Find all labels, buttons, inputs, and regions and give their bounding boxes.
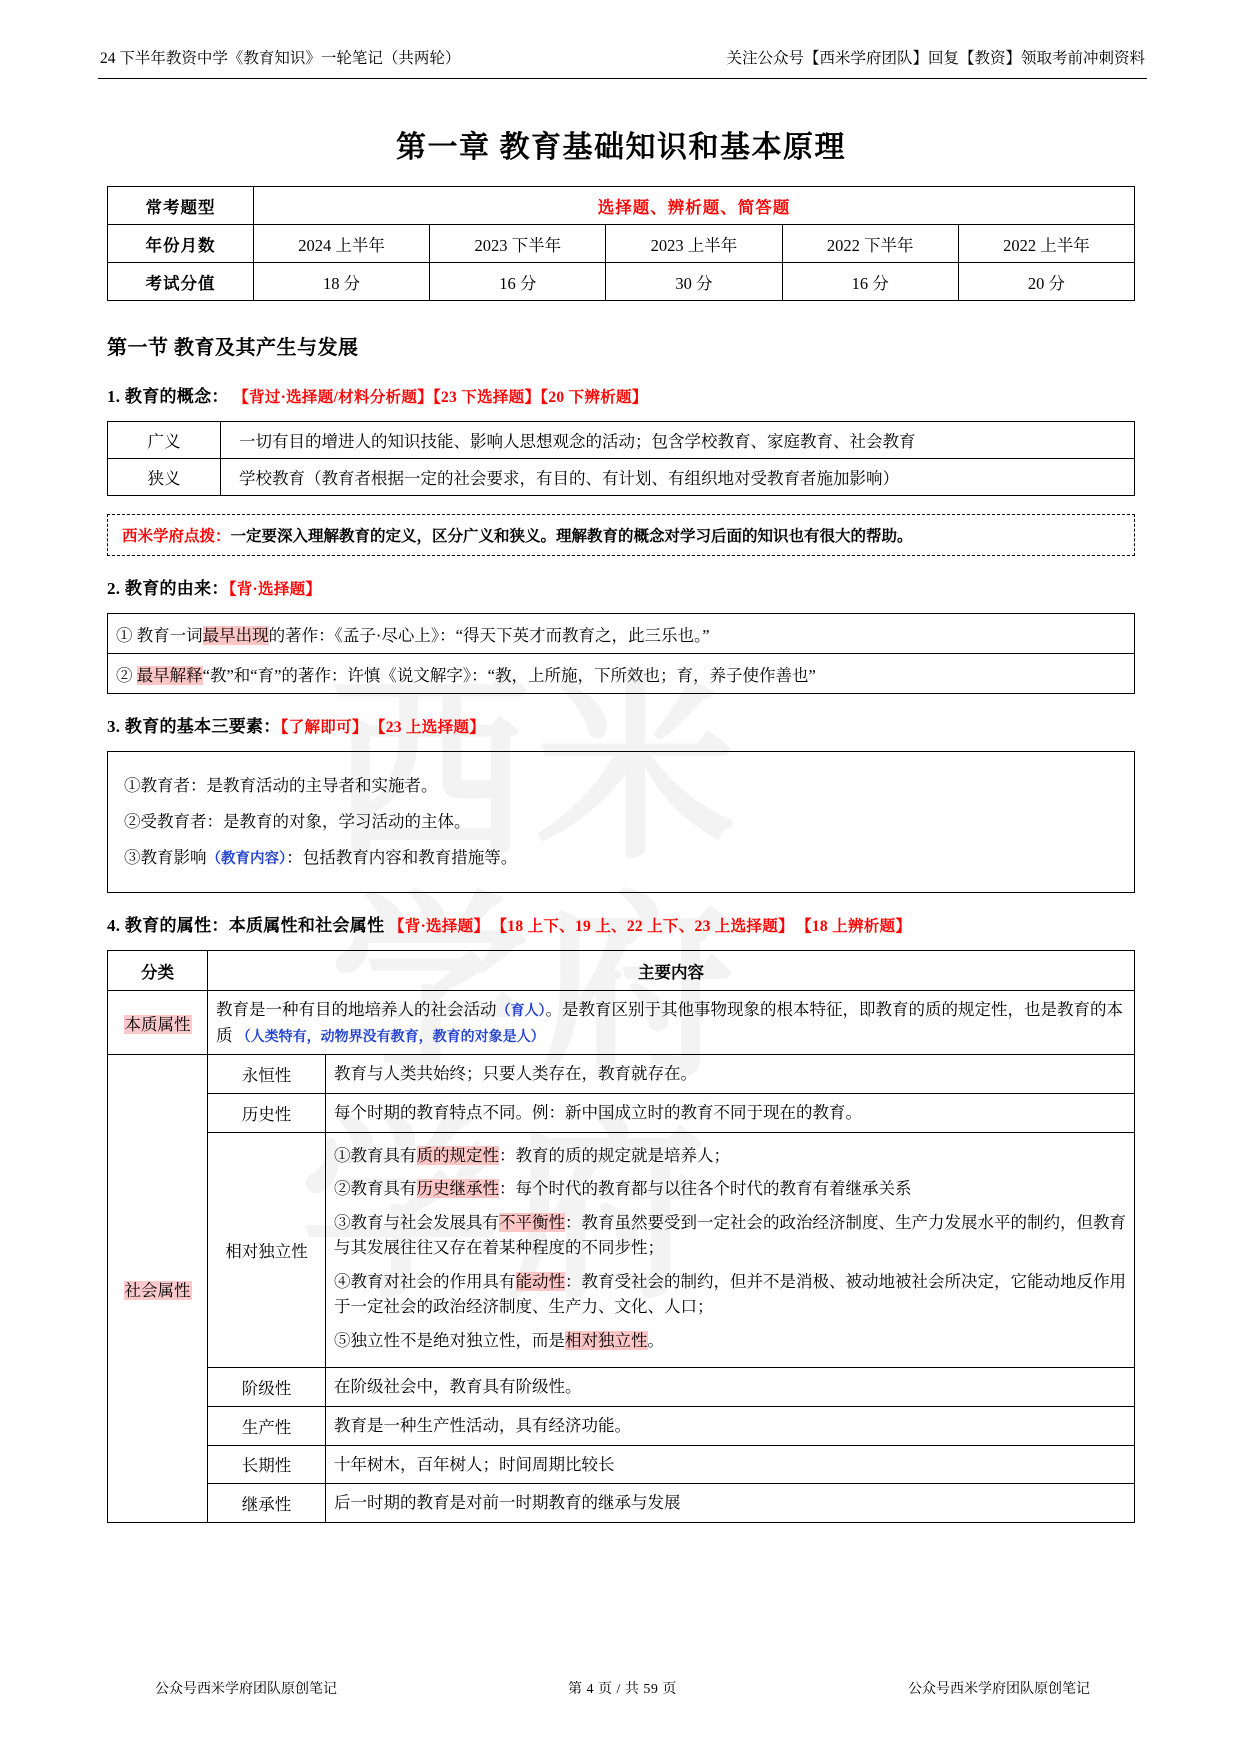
attr-essential-label-text: 本质属性	[124, 1014, 191, 1034]
item-1-title: 1. 教育的概念：	[107, 387, 229, 406]
tip-label: 西米学府点拨：	[122, 528, 231, 545]
definition-key: 广义	[108, 422, 221, 459]
item-1-tag: 【背过·选择题/材料分析题】	[233, 389, 433, 406]
attr-subtype-content: 在阶级社会中，教育具有阶级性。	[326, 1368, 1135, 1407]
footer-right-text: 公众号西米学府团队原创笔记	[907, 1682, 1090, 1697]
definition-table	[107, 421, 1135, 496]
attr-highlight: 不平衡性	[499, 1212, 565, 1232]
attr-subtype: 历史性	[208, 1093, 326, 1132]
table-row	[108, 187, 1135, 225]
attr-text: ：教育的质的规定就是培养人；	[499, 1145, 730, 1165]
item-4-heading	[107, 911, 1135, 936]
attr-text: 教育是一种有目的地培养人的社会活动	[216, 1000, 497, 1019]
table-row	[108, 422, 1135, 459]
header-right-text: 关注公众号【西米学府团队】回复【教资】领取考前冲刺资料	[726, 50, 1145, 67]
attr-essential-content	[208, 991, 1135, 1055]
exam-score-cell: 18 分	[254, 263, 430, 301]
table-row	[108, 225, 1135, 263]
item-1-tag: 【23 下选择题】	[432, 389, 541, 406]
origin-suffix: “教”和“育”的著作：许慎《说文解字》：“教，上所施，下所效也；育，养子使作善也”	[202, 665, 816, 685]
running-header	[100, 46, 1145, 68]
tip-box	[107, 514, 1135, 556]
header-divider	[98, 78, 1147, 79]
attr-note: （人类特有，动物界没有教育，教育的对象是人）	[236, 1029, 545, 1045]
origin-item	[108, 614, 1135, 654]
attr-social-label	[108, 1055, 208, 1522]
exam-year-cell: 2022 上半年	[958, 225, 1134, 263]
attr-subtype: 相对独立性	[208, 1132, 326, 1368]
attr-subtype-content	[326, 1132, 1135, 1368]
attr-highlight: 能动性	[515, 1271, 565, 1291]
item-2-heading	[107, 574, 1135, 599]
exam-year-cell: 2022 下半年	[782, 225, 958, 263]
attr-subtype-content: 后一时期的教育是对前一时期教育的继承与发展	[326, 1484, 1135, 1523]
element-line: ②受教育者：是教育的对象，学习活动的主体。	[124, 812, 471, 831]
table-row	[108, 614, 1135, 654]
exam-row-label: 年份月数	[108, 225, 254, 263]
item-4-title: 4. 教育的属性：本质属性和社会属性	[107, 916, 385, 935]
exam-score-cell: 16 分	[782, 263, 958, 301]
attr-subtype: 永恒性	[208, 1055, 326, 1094]
definition-value: 一切有目的增进人的知识技能、影响人思想观念的活动；包含学校教育、家庭教育、社会教育	[221, 422, 1135, 459]
item-3-tag: 【了解即可】	[280, 719, 368, 736]
origin-prefix: ① 教育一词	[116, 625, 203, 645]
attr-essential-label	[108, 991, 208, 1055]
attr-text: 。	[647, 1330, 664, 1350]
element-line	[124, 844, 1118, 868]
element-line-part: ③教育影响	[124, 848, 207, 867]
exam-year-cell: 2023 下半年	[430, 225, 606, 263]
attr-text: ：教育虽然要受到一定社会的政治经济制度、生产力发展水平的制约，但教育与其发展往往又存在着某种程度的不同步性；	[334, 1212, 1126, 1258]
item-3-heading	[107, 712, 1135, 737]
element-line: ①教育者：是教育活动的主导者和实施者。	[124, 776, 438, 795]
item-4-tag: 【18 上辨析题】	[803, 918, 912, 935]
item-4-tag: 【18 上下、19 上、22 上下、23 上选择题】	[499, 918, 794, 935]
tip-text: 一定要深入理解教育的定义，区分广义和狭义。理解教育的概念对学习后面的知识也有很大的帮助。	[230, 528, 913, 545]
attr-text: ：教育受社会的制约，但并不是消极、被动地被社会所决定，它能动地反作用于一定社会的政治经济制度、生产力、文化、人口；	[334, 1271, 1126, 1317]
attr-text: ③教育与社会发展具有	[334, 1212, 499, 1232]
item-1-tag: 【20 下辨析题】	[540, 389, 648, 406]
attr-subtype-content: 十年树木，百年树人；时间周期比较长	[326, 1445, 1135, 1484]
exam-score-cell: 20 分	[958, 263, 1134, 301]
attr-subtype-content: 教育是一种生产性活动，具有经济功能。	[326, 1407, 1135, 1446]
item-4-tag: 【背·选择题】	[388, 918, 490, 935]
origin-highlight: 最早出现	[202, 625, 269, 645]
attr-bullet	[334, 1176, 1126, 1202]
attr-text: ①教育具有	[334, 1145, 417, 1165]
attr-subtype: 继承性	[208, 1484, 326, 1523]
attr-text: ②教育具有	[334, 1179, 417, 1199]
item-1-heading	[107, 382, 1135, 407]
element-note: （教育内容）	[206, 851, 287, 867]
attr-subtype-content: 教育与人类共始终；只要人类存在，教育就存在。	[326, 1055, 1135, 1094]
attributes-table	[107, 950, 1135, 1523]
attr-social-label-text: 社会属性	[124, 1280, 191, 1300]
exam-statistics-table	[107, 186, 1135, 301]
table-row	[108, 1407, 1135, 1446]
exam-score-cell: 30 分	[606, 263, 782, 301]
item-2-title: 2. 教育的由来：	[107, 579, 229, 598]
attr-subtype-content: 每个时期的教育特点不同。例：新中国成立时的教育不同于现在的教育。	[326, 1093, 1135, 1132]
three-elements-box	[107, 751, 1135, 893]
table-row	[108, 654, 1135, 694]
table-row	[108, 1445, 1135, 1484]
exam-year-cell: 2024 上半年	[254, 225, 430, 263]
exam-score-cell: 16 分	[430, 263, 606, 301]
section-heading: 第一节 教育及其产生与发展	[107, 337, 359, 359]
footer-left-text: 公众号西米学府团队原创笔记	[155, 1682, 337, 1697]
table-row	[108, 1132, 1135, 1368]
table-row	[108, 1484, 1135, 1523]
attr-bullet	[334, 1210, 1126, 1261]
exam-year-cell: 2023 上半年	[606, 225, 782, 263]
item-3-title: 3. 教育的基本三要素：	[107, 717, 281, 736]
attr-bullet	[334, 1143, 1126, 1169]
page-title: 第一章 教育基础知识和基本原理	[396, 131, 846, 164]
attr-bullet	[334, 1328, 1126, 1354]
attr-text: ④教育对社会的作用具有	[334, 1271, 516, 1291]
attr-header-category: 分类	[108, 951, 208, 991]
attr-text: ：每个时代的教育都与以往各个时代的教育有着继承关系	[499, 1179, 912, 1199]
table-row	[108, 951, 1135, 991]
attr-header-content: 主要内容	[208, 951, 1135, 991]
attr-highlight: 历史继承性	[416, 1179, 499, 1199]
item-2-tag: 【背·选择题】	[228, 581, 322, 598]
table-row	[108, 263, 1135, 301]
table-row	[108, 1055, 1135, 1094]
origin-table	[107, 613, 1135, 694]
table-row	[108, 1093, 1135, 1132]
exam-question-types: 选择题、辨析题、简答题	[254, 187, 1135, 225]
attr-note: （育人）	[496, 1004, 546, 1019]
origin-item	[108, 654, 1135, 694]
attr-subtype: 长期性	[208, 1445, 326, 1484]
item-3-tag: 【23 上选择题】	[377, 719, 485, 736]
definition-key: 狭义	[108, 459, 221, 496]
running-footer	[155, 1678, 1090, 1698]
table-row	[108, 1368, 1135, 1407]
definition-value: 学校教育（教育者根据一定的社会要求，有目的、有计划、有组织地对受教育者施加影响）	[221, 459, 1135, 496]
attr-subtype: 生产性	[208, 1407, 326, 1446]
document-body	[107, 108, 1135, 1523]
attr-highlight: 质的规定性	[416, 1145, 499, 1165]
header-left-text: 24 下半年教资中学《教育知识》一轮笔记（共两轮）	[100, 50, 461, 67]
attr-highlight: 相对独立性	[565, 1330, 648, 1350]
table-row	[108, 459, 1135, 496]
attr-text: 。是教育区别于其他事物现象的根本特征，即教育的质的规定性，也是教育的本质	[216, 1000, 1123, 1045]
exam-row-label: 考试分值	[108, 263, 254, 301]
table-row	[108, 991, 1135, 1055]
origin-prefix: ②	[116, 665, 137, 685]
footer-page-number: 第 4 页 / 共 59 页	[568, 1682, 677, 1697]
element-line-part: ：包括教育内容和教育措施等。	[286, 848, 518, 867]
exam-row-label: 常考题型	[108, 187, 254, 225]
origin-highlight: 最早解释	[136, 665, 203, 685]
attr-text: ⑤独立性不是绝对独立性，而是	[334, 1330, 565, 1350]
attr-subtype: 阶级性	[208, 1368, 326, 1407]
origin-suffix: 的著作：《孟子·尽心上》：“得天下英才而教育之，此三乐也。”	[268, 625, 710, 645]
attr-bullet	[334, 1269, 1126, 1320]
